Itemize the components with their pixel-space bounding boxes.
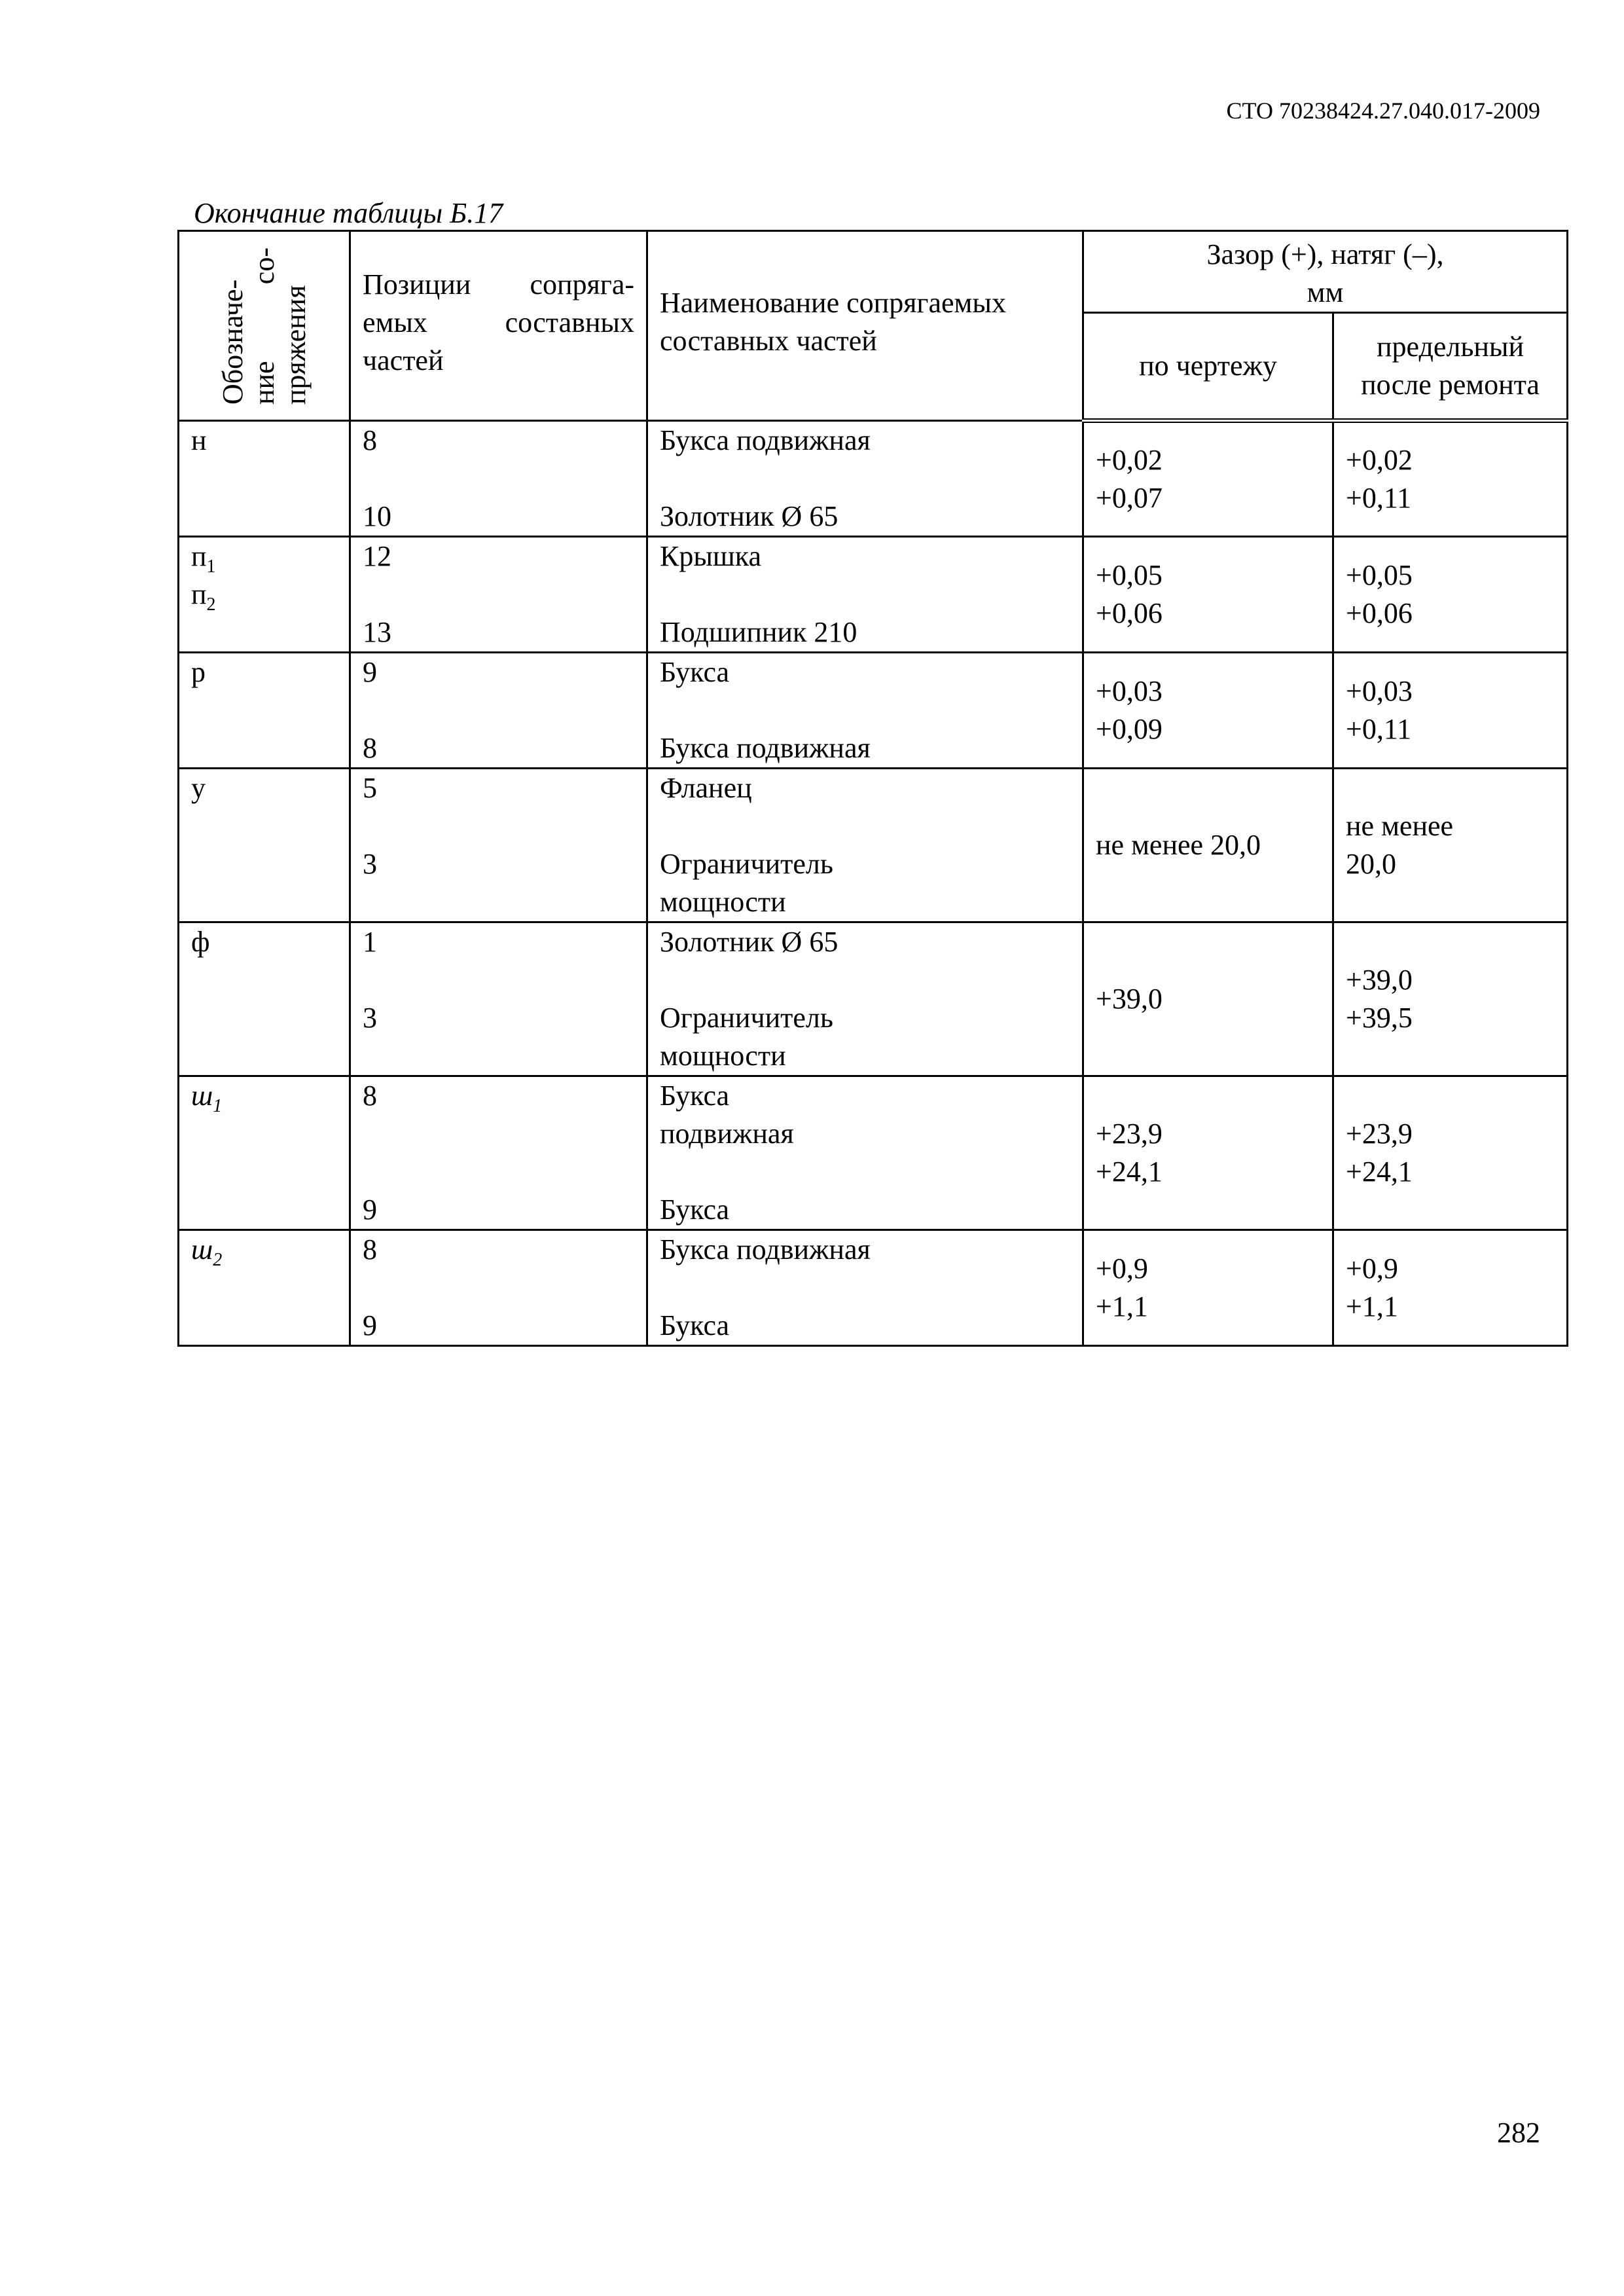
- cell-positions: [350, 769, 647, 922]
- limit-value: не менее: [1346, 810, 1454, 842]
- position-text: 9: [363, 656, 377, 688]
- limit-value: +0,06: [1346, 597, 1413, 629]
- header-by-drawing: по чертежу: [1083, 313, 1333, 421]
- cell-designation: [179, 653, 350, 769]
- position-text: 10: [363, 500, 391, 532]
- part-name: Букса: [660, 1309, 730, 1341]
- cell-positions: [350, 1076, 647, 1230]
- cell-drawing: [1083, 1076, 1333, 1230]
- part-name: Букса подвижная: [660, 424, 871, 456]
- limit-value: +0,11: [1346, 713, 1412, 745]
- cell-limit: [1333, 922, 1568, 1076]
- limit-value: +39,0: [1346, 964, 1413, 996]
- cell-limit: [1333, 421, 1568, 537]
- part-name: мощности: [660, 1040, 786, 1072]
- part-name: Ограничитель: [660, 848, 833, 880]
- header-gap-line2: мм: [1307, 276, 1344, 308]
- cell-drawing: [1083, 653, 1333, 769]
- header-limit: [1333, 313, 1568, 421]
- part-name: Золотник Ø 65: [660, 500, 839, 532]
- designation-text: у: [191, 772, 206, 804]
- cell-designation: [179, 537, 350, 653]
- drawing-value: +39,0: [1096, 983, 1163, 1015]
- part-name: Букса подвижная: [660, 732, 871, 764]
- part-name: Букса: [660, 1194, 730, 1226]
- designation-text: ф: [191, 926, 210, 958]
- header-gap-line1: Зазор (+), натяг (–),: [1206, 238, 1444, 270]
- cell-drawing: [1083, 421, 1333, 537]
- header-limit-line1: предельный: [1376, 331, 1525, 363]
- table-row: [179, 1230, 1568, 1346]
- position-text: 8: [363, 1080, 377, 1112]
- cell-designation: [179, 1076, 350, 1230]
- position-text: 5: [363, 772, 377, 804]
- header-limit-line2: после ремонта: [1361, 369, 1540, 401]
- drawing-value: +23,9: [1096, 1118, 1163, 1150]
- header-designation-line: пряжения: [279, 285, 312, 405]
- cell-name: [647, 1230, 1083, 1346]
- spec-table: [177, 230, 1568, 1347]
- limit-value: +0,03: [1346, 675, 1413, 707]
- part-name: Крышка: [660, 540, 762, 572]
- table-row: [179, 769, 1568, 922]
- header-positions-line: Позиции сопряга-: [363, 268, 634, 301]
- drawing-value: +0,03: [1096, 675, 1163, 707]
- drawing-value: +0,09: [1096, 713, 1163, 745]
- cell-designation: [179, 421, 350, 537]
- position-text: 8: [363, 424, 377, 456]
- position-text: 3: [363, 1002, 377, 1034]
- table-row: [179, 421, 1568, 537]
- drawing-value: +0,9: [1096, 1252, 1148, 1285]
- position-text: 8: [363, 732, 377, 764]
- table-row: [179, 1076, 1568, 1230]
- cell-designation: [179, 1230, 350, 1346]
- table-row: [179, 537, 1568, 653]
- cell-limit: [1333, 537, 1568, 653]
- part-name: Букса: [660, 1080, 730, 1112]
- limit-value: +24,1: [1346, 1156, 1413, 1188]
- cell-drawing: [1083, 1230, 1333, 1346]
- limit-value: +0,9: [1346, 1252, 1398, 1285]
- part-name: Золотник Ø 65: [660, 926, 839, 958]
- limit-value: +0,02: [1346, 444, 1413, 476]
- cell-designation: [179, 922, 350, 1076]
- limit-value: 20,0: [1346, 848, 1396, 880]
- cell-positions: [350, 922, 647, 1076]
- designation-text: н: [191, 424, 207, 456]
- designation-text: $ш_2$: [191, 1233, 223, 1270]
- header-name: Наименование сопрягаемых составных частей: [647, 231, 1083, 421]
- position-text: 9: [363, 1309, 377, 1341]
- table-caption: Окончание таблицы Б.17: [194, 197, 503, 229]
- designation-text: $п_1$: [191, 540, 216, 577]
- position-text: 9: [363, 1194, 377, 1226]
- header-row-1: [179, 231, 1568, 313]
- table-row: [179, 653, 1568, 769]
- position-text: 8: [363, 1233, 377, 1266]
- position-text: 3: [363, 848, 377, 880]
- cell-positions: [350, 653, 647, 769]
- drawing-value: +0,07: [1096, 482, 1163, 514]
- position-text: 12: [363, 540, 391, 572]
- cell-name: [647, 537, 1083, 653]
- page-number: 282: [1497, 2117, 1540, 2149]
- drawing-value: +0,06: [1096, 597, 1163, 629]
- cell-name: [647, 922, 1083, 1076]
- limit-value: +1,1: [1346, 1290, 1398, 1322]
- position-text: 1: [363, 926, 377, 958]
- cell-positions: [350, 537, 647, 653]
- cell-designation: [179, 769, 350, 922]
- drawing-value: +0,05: [1096, 559, 1163, 591]
- part-name: Букса подвижная: [660, 1233, 871, 1266]
- cell-name: [647, 653, 1083, 769]
- table-row: [179, 922, 1568, 1076]
- drawing-value: +24,1: [1096, 1156, 1163, 1188]
- cell-drawing: [1083, 922, 1333, 1076]
- designation-text: $ш_1$: [191, 1080, 223, 1116]
- part-name: подвижная: [660, 1118, 794, 1150]
- cell-drawing: [1083, 769, 1333, 922]
- cell-name: [647, 769, 1083, 922]
- header-designation: [179, 231, 350, 421]
- designation-text: $п_2$: [191, 578, 216, 615]
- part-name: Фланец: [660, 772, 752, 804]
- document-code: СТО 70238424.27.040.017-2009: [1226, 98, 1540, 124]
- cell-limit: [1333, 769, 1568, 922]
- part-name: Букса: [660, 656, 730, 688]
- header-positions: [350, 231, 647, 421]
- limit-value: +39,5: [1346, 1002, 1413, 1034]
- cell-positions: [350, 421, 647, 537]
- cell-drawing: [1083, 537, 1333, 653]
- cell-limit: [1333, 1230, 1568, 1346]
- cell-name: [647, 1076, 1083, 1230]
- part-name: Подшипник 210: [660, 616, 857, 648]
- limit-value: +0,11: [1346, 482, 1412, 514]
- cell-limit: [1333, 1076, 1568, 1230]
- header-positions-line: частей: [363, 344, 444, 376]
- drawing-value: +0,02: [1096, 444, 1163, 476]
- part-name: мощности: [660, 886, 786, 918]
- drawing-value: +1,1: [1096, 1290, 1148, 1322]
- header-designation-line: Обозначе-: [216, 279, 249, 405]
- designation-text: р: [191, 656, 206, 688]
- part-name: Ограничитель: [660, 1002, 833, 1034]
- limit-value: +0,05: [1346, 559, 1413, 591]
- limit-value: +23,9: [1346, 1118, 1413, 1150]
- drawing-value: не менее 20,0: [1096, 829, 1261, 861]
- position-text: 13: [363, 616, 391, 648]
- header-gap-group: [1083, 231, 1568, 313]
- header-positions-line: емых составных: [363, 306, 634, 338]
- header-designation-line: ние со-: [247, 247, 280, 405]
- cell-limit: [1333, 653, 1568, 769]
- cell-positions: [350, 1230, 647, 1346]
- cell-name: [647, 421, 1083, 537]
